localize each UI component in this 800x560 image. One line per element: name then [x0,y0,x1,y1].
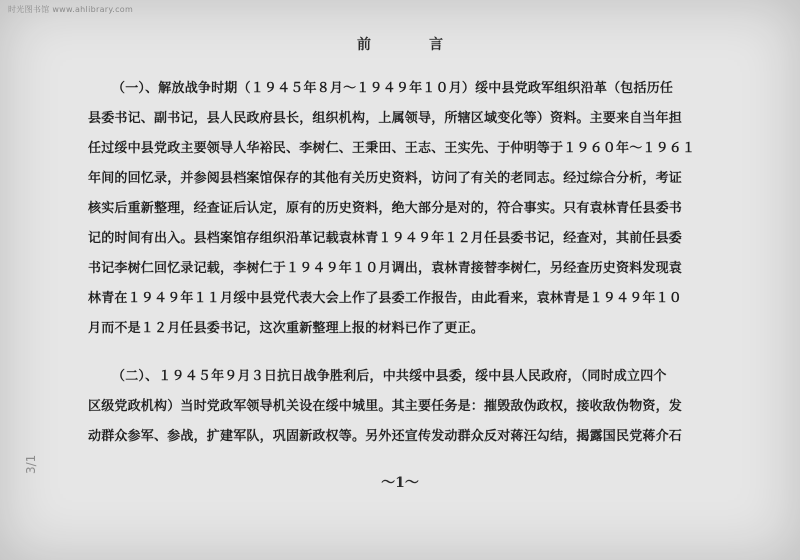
page-title: 前言 [357,37,501,53]
text-line: 核实后重新整理，经查证后认定，原有的历史资料，绝大部分是对的，符合事实。只有袁林青任县委书 [88,201,683,216]
text-line: 林青在１９４９年１１月绥中县党代表大会上作了县委工作报告，由此看来，袁林青是１９４９年１０ [88,291,683,306]
text-line: 书记李树仁回忆录记载，李树仁于１９４９年１０月调出，袁林青接替李树仁，另经查历史资料发现袁 [88,261,683,276]
text-line: 动群众参军、参战，扩建军队，巩固新政权等。另外还宣传发动群众反对蒋汪勾结，揭露国民党蒋介石 [88,429,683,444]
paragraph-1 [88,74,754,344]
paragraph-2 [88,362,754,452]
text-line: 月而不是１２月任县委书记，这次重新整理上报的材料已作了更正。 [88,321,485,336]
text-line: 记的时间有出入。县档案馆存组织沿革记载袁林青１９４９年１２月任县委书记，经查对，其前任县委 [88,231,683,246]
text-line: 年间的回忆录，并参阅县档案馆保存的其他有关历史资料，访问了有关的老同志。经过综合分析，考证 [88,171,683,186]
text-line: 区级党政机构）当时党政军领导机关设在绥中城里。其主要任务是：摧毁敌伪政权，接收敌伪物资，发 [88,399,683,414]
text-line: 县委书记、副书记，县人民政府县长，组织机构，上属领导，所辖区域变化等）资料。主要来自当年担 [88,111,683,126]
text-line: （二）、１９４５年９月３日抗日战争胜利后，中共绥中县委，绥中县人民政府，（同时成立四个 [112,369,667,384]
text-line: 任过绥中县党政主要领导人华裕民、李树仁、王秉田、王志、王实先、于仲明等于１９６０年～１９６１ [88,141,696,156]
library-stamp: 时光图书馆 www.ahlibrary.com [8,5,134,14]
page-number: ～1～ [381,475,419,491]
margin-note: 3/1 [24,454,38,474]
text-line: （一）、解放战争时期（１９４５年８月～１９４９年１０月）绥中县党政军组织沿革（包括历任 [112,81,674,96]
